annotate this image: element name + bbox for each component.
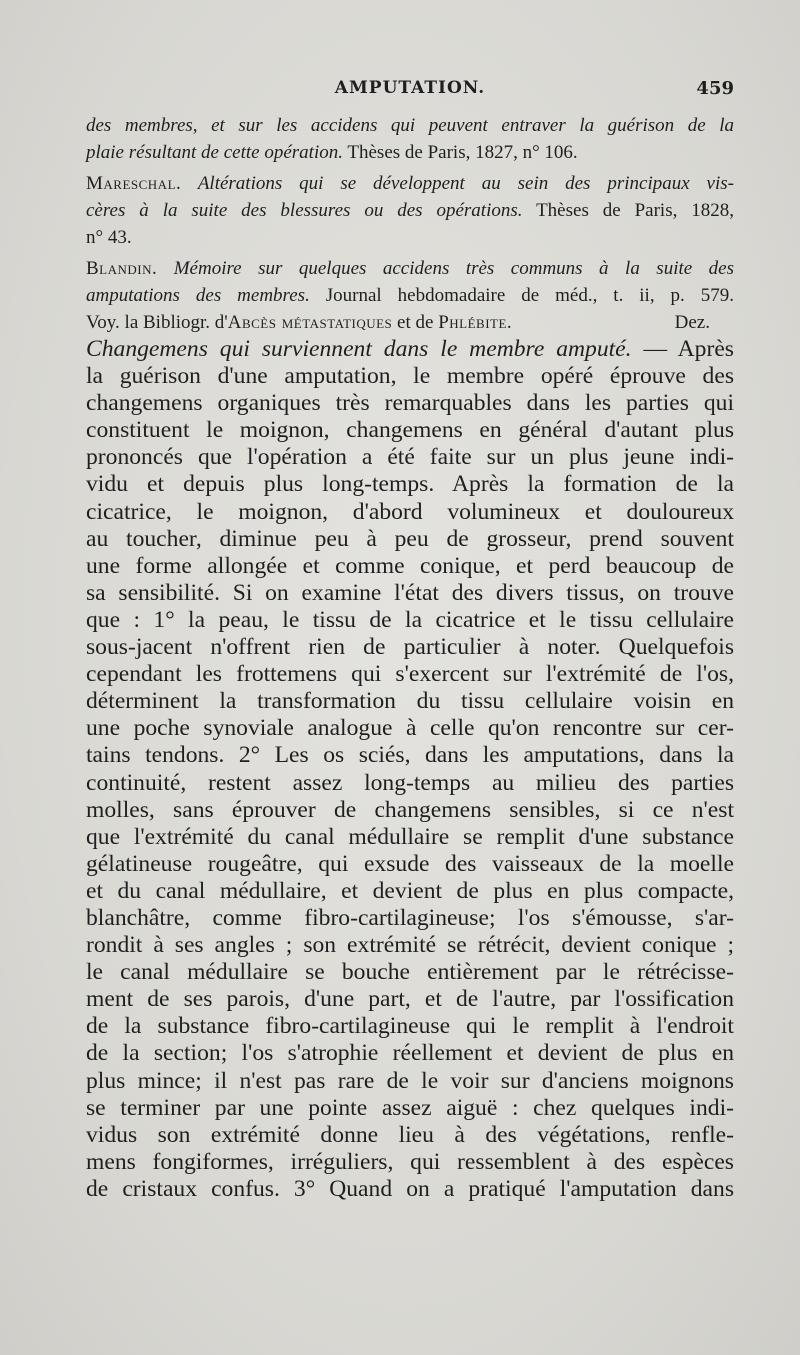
text-line: molles, sans éprouver de changemens sensibles, si ce n'est xyxy=(86,796,734,823)
text-line: plus mince; il n'est pas rare de le voir sur d'anciens moignons xyxy=(86,1067,734,1094)
text-line: une poche synoviale analogue à celle qu'on rencontre sur cer- xyxy=(86,715,734,742)
see-also-ref: Phlébite. xyxy=(438,312,513,334)
text-line: tains tendons. 2° Les os sciés, dans les amputations, dans la xyxy=(86,742,734,769)
text-line: déterminent la transformation du tissu cellulaire voisin en xyxy=(86,688,734,715)
text-line: au toucher, diminue peu à peu de grosseur, prend souvent xyxy=(86,525,734,552)
bib-signature: Dez. xyxy=(674,312,710,334)
bib-line: des membres, et sur les accidens qui peuvent entraver la guérison de la xyxy=(86,115,734,136)
bib-author: Mareschal. xyxy=(86,173,182,195)
text-line: changemens organiques très remarquables dans les parties qui xyxy=(86,390,734,417)
text-line: de cristaux confus. 3° Quand on a pratiqué l'amputation dans xyxy=(86,1175,734,1202)
bib-title: Mémoire sur quelques accidens très communs à la suite des xyxy=(157,258,734,280)
text-line: vidus son extrémité donne lieu à des végétations, renfle- xyxy=(86,1121,734,1148)
text-line: cicatrice, le moignon, d'abord volumineux et douloureux xyxy=(86,498,734,525)
bib-source: Thèses de Paris, 1828, xyxy=(522,200,734,222)
page-number: 459 xyxy=(696,78,734,99)
bib-line xyxy=(86,170,734,197)
bib-title: Altérations qui se développent au sein des principaux vis- xyxy=(181,173,734,195)
see-also-text: Voy. la Bibliogr. d' xyxy=(86,312,228,334)
see-also-text: et de xyxy=(392,312,439,334)
bib-entry-3 xyxy=(86,255,734,336)
bib-line: n° 43. xyxy=(86,227,132,249)
bib-source: Journal hebdomadaire de méd., t. ii, p. 579. xyxy=(309,285,734,307)
text-line: blanchâtre, comme fibro-cartilagineuse; l'os s'émousse, s'ar- xyxy=(86,904,734,931)
text-line: sa sensibilité. Si on examine l'état des divers tissus, on trouve xyxy=(86,579,734,606)
text-span: — Après xyxy=(631,336,734,362)
page-header xyxy=(86,78,734,106)
text-line: continuité, restent assez long-temps au milieu des parties xyxy=(86,769,734,796)
bib-title: plaie résultant de cette opération. xyxy=(86,142,343,164)
bib-line xyxy=(86,139,734,166)
text-line: le canal médullaire se bouche entièrement par le rétrécisse- xyxy=(86,959,734,986)
text-line: vidu et depuis plus long-temps. Après la formation de la xyxy=(86,471,734,498)
bib-author: Blandin. xyxy=(86,258,158,280)
bib-line xyxy=(86,282,734,309)
text-line: une forme allongée et comme conique, et perd beaucoup de xyxy=(86,552,734,579)
text-line xyxy=(86,336,734,363)
text-line: de la section; l'os s'atrophie réellement et devient de plus en xyxy=(86,1040,734,1067)
text-line: que : 1° la peau, le tissu de la cicatrice et le tissu cellulaire xyxy=(86,606,734,633)
bib-line xyxy=(86,309,734,336)
bib-line xyxy=(86,197,734,224)
running-title: AMPUTATION. xyxy=(334,78,486,98)
bib-source: Thèses de Paris, 1827, n° 106. xyxy=(342,142,578,164)
text-line: de la substance fibro-cartilagineuse qui le remplit à l'endroit xyxy=(86,1013,734,1040)
main-text xyxy=(86,336,734,1203)
text-line: rondit à ses angles ; son extrémité se rétrécit, devient conique ; xyxy=(86,932,734,959)
bib-title: amputations des membres. xyxy=(86,285,310,307)
text-line: cependant les frottemens qui s'exercent sur l'extrémité de l'os, xyxy=(86,661,734,688)
bib-entry-1 xyxy=(86,112,734,166)
bib-line xyxy=(86,255,734,282)
text-line: sous-jacent n'offrent rien de particulier à noter. Quelquefois xyxy=(86,634,734,661)
text-line: prononcés que l'opération a été faite sur un plus jeune indi- xyxy=(86,444,734,471)
text-line: et du canal médullaire, et devient de plus en plus compacte, xyxy=(86,877,734,904)
see-also-ref: Abcès métastatiques xyxy=(227,312,393,334)
bib-entry-2 xyxy=(86,170,734,251)
text-line: la guérison d'une amputation, le membre opéré éprouve des xyxy=(86,363,734,390)
bibliography xyxy=(86,112,734,340)
bib-title: cères à la suite des blessures ou des opérations. xyxy=(86,200,523,222)
text-line: constituent le moignon, changemens en général d'autant plus xyxy=(86,417,734,444)
text-line: ment de ses parois, d'une part, et de l'autre, par l'ossification xyxy=(86,986,734,1013)
text-line: gélatineuse rougeâtre, qui exsude des vaisseaux de la moelle xyxy=(86,850,734,877)
text-line: mens fongiformes, irréguliers, qui ressemblent à des espèces xyxy=(86,1148,734,1175)
text-line: se terminer par une pointe assez aiguë : chez quelques indi- xyxy=(86,1094,734,1121)
text-line: que l'extrémité du canal médullaire se remplit d'une substance xyxy=(86,823,734,850)
section-heading: Changemens qui surviennent dans le membre amputé. xyxy=(86,336,632,362)
